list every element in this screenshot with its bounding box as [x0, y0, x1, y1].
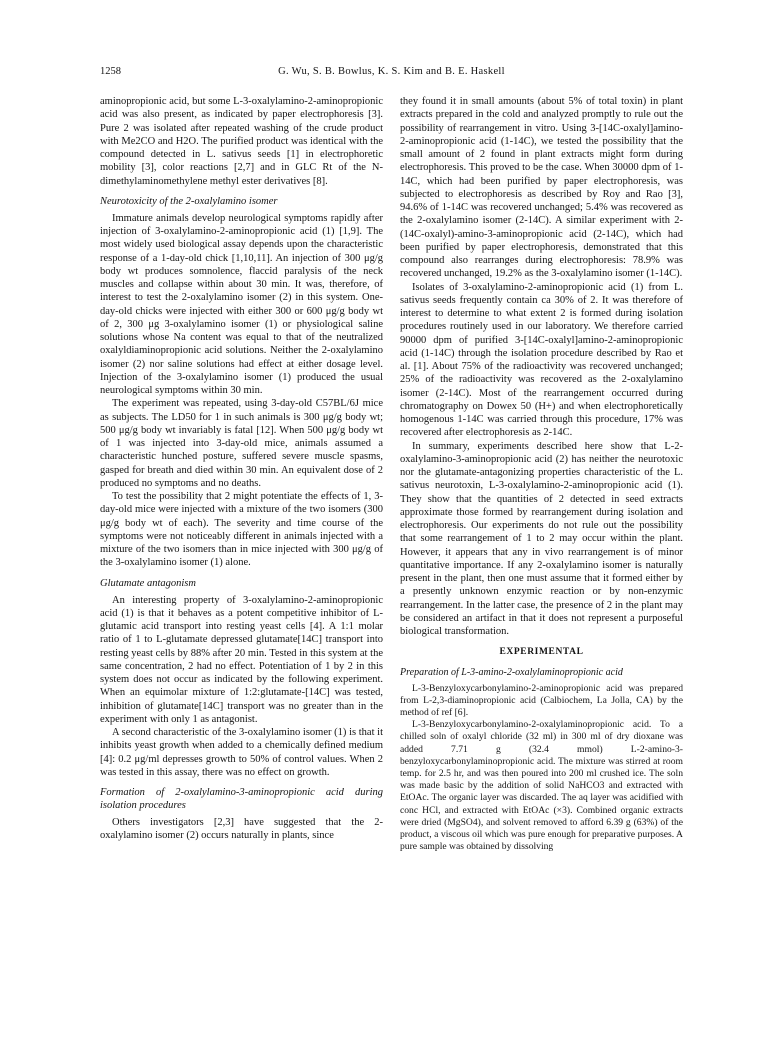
- page-number: 1258: [100, 66, 121, 77]
- paragraph: An interesting property of 3-oxalylamino-2-aminopropionic acid (1) is that it behaves as a potent competitive inhibitor of L-glutamic acid transport into resting yeast cells [4]. A 1:1 molar ratio of 1 to L-glutamate depressed glutamate[14C] transport into resting yeast cells by 88% after 20 min. Tested in this system at the same concentration, 2 had no effect. Potentiation of 1 by 2 in this system does not occur as indicated by the following experiment. When an equimolar mixture of 1:2:glutamate-[14C] was tested, inhibition of glutamate[14C] transport was no greater than in the experiment with only 1 as antagonist.: [100, 594, 383, 725]
- paragraph: In summary, experiments described here show that L-2-oxalylamino-3-aminopropionic acid (2) has neither the neurotoxic nor the glutamate-antagonizing properties characteristic of the L. sativus neurotoxin, L-3-oxalylamino-2-aminopropionic acid (1). They show that the quantities of 2 detected in seed extracts approximate those formed by rearrangement during isolation and electrophoresis. Our experiments do not rule out the possibility that some rearrangement of 1 to 2 may occur within the plant. However, it appears that any in vivo rearrangement is of minor quantitative importance. If any 2-oxalylamino isomer is naturally present in the plant, then one must assume that it formed either by a presently unknown enzymic reaction or by non-enzymic rearrangement. In the latter case, the presence of 2 in the plant may be considered an artifact in that it does not represent a purposeful biological transformation.: [400, 440, 683, 637]
- paragraph: A second characteristic of the 3-oxalylamino isomer (1) is that it inhibits yeast growth when added to a chemically defined medium [4]: 0.2 μg/ml depresses growth to 50% of control values. When 2 was tested in this assay, there was no effect on growth.: [100, 727, 383, 778]
- section-heading: Neurotoxicity of the 2-oxalylamino isomer: [100, 195, 278, 207]
- paragraph: The experiment was repeated, using 3-day-old C57BL/6J mice as subjects. The LD50 for 1 in such animals is 300 μg/g body wt; 500 μg/g body wt invariably is fatal [12]. When 500 μg/g body wt of 1 was injected into 3-day-old mice, animals assumed a characteristic hunched posture, suffered severe muscle spasms, gasped for breath and died within 30 min. An equivalent dose of 2 produced no symptoms and no deaths.: [100, 398, 383, 489]
- section-heading: Glutamate antagonism: [100, 577, 196, 589]
- left-column: [100, 95, 383, 843]
- paragraph: Others investigators [2,3] have suggested that the 2-oxalylamino isomer (2) occurs naturally in plants, since: [100, 817, 383, 842]
- paragraph: aminopropionic acid, but some L-3-oxalylamino-2-aminopropionic acid was also present, as indicated by paper electrophoresis [3]. Pure 2 was isolated after repeated washing of the crude product with Me2CO and H2O. The purified product was identical with the compound detected in L. sativus seeds [1] in electrophoretic mobility [3], color reactions [2,7] and in GLC Rt of the N-dimethylaminomethylene methyl ester derivatives [8].: [100, 96, 383, 187]
- experimental-text: [400, 683, 683, 854]
- paragraph: Immature animals develop neurological symptoms rapidly after injection of 3-oxalylamino-2-aminopropionic acid (1) [1,9]. The most widely used biological assay depends upon the characteristic response of a 1-day-old chick [1,10,11]. An injection of 300 μg/g body wt produces somnolence, flaccid paralysis of the neck muscles and collapse within about 30 min. It was, therefore, of interest to test the 2-oxalylamino isomer (2) in this system. One-day-old chicks were injected with either 300 or 600 μg/g body wt of 2, 300 μg 3-oxalylamino isomer (1) or physiological saline solutions whose Na content was equal to that of the neutralized oxalyldiaminopropionic acid solutions. Neither the 2-oxalylamino isomer (2) nor saline solutions had effect at either dosage level. Injection of the 3-oxalylamino isomer (1) produced the usual neurological symptoms within 30 min.: [100, 212, 383, 396]
- page-header: [100, 66, 683, 84]
- paragraph: Isolates of 3-oxalylamino-2-aminopropionic acid (1) from L. sativus seeds frequently contain ca 30% of 2. It was therefore of interest to determine to what extent 2 is formed during isolation procedures routinely used in our laboratory. We therefore carried 90000 dpm of purified 3-[14C-oxalyl]amino-2-aminopropionic acid (1-14C) through the isolation procedure described by Rao et al. [1]. About 75% of the radioactivity was recovered unchanged; 25% of the radioactivity was recovered as the 2-oxalylamino isomer (2-14C). Most of the rearrangement occurred during chromatography on Dowex 50 (H+) and when electrophoretically homogenous 1-14C was carried through this procedure, 17% was recovered after electrophoresis as 2-14C.: [400, 281, 683, 439]
- subsection-heading: Preparation of L-3-amino-2-oxalylaminopropionic acid: [400, 666, 623, 678]
- right-column: [400, 95, 683, 853]
- paragraph: To test the possibility that 2 might potentiate the effects of 1, 3-day-old mice were injected with a mixture of the two isomers (300 μg/g body wt of each). The severity and time course of the symptoms were not noticeably different in animals injected with a mixture of the two isomers than in mice injected with 300 μg/g of the 3-oxalylamino isomer (1) alone.: [100, 491, 383, 569]
- paragraph: L-3-Benzyloxycarbonylamino-2-oxalylaminopropionic acid. To a chilled soln of oxalyl chloride (32 ml) in 300 ml of dry dioxane was added 7.71 g (32.4 mmol) L-2-amino-3-benzyloxycarbonylaminopropionic acid. The mixture was stirred at room temp. for 2.5 hr, and was then poured into 200 ml crushed ice. The soln was made basic by the addition of solid NaHCO3 and extracted with EtOAc. The organic layer was discarded. The aq layer was acidified with conc HCl, and extracted with EtOAc (×3). Combined organic extracts were dried (MgSO4), and solvent removed to afford 6.39 g (63%) of the product, a viscous oil which was pure enough for preparative purposes. A pure sample was obtained by dissolving: [400, 719, 683, 853]
- paragraph: they found it in small amounts (about 5% of total toxin) in plant extracts prepared in the cold and analyzed promptly to rule out the possibility of rearrangement in vitro. Using 3-[14C-oxalyl]amino-2-aminopropionic acid (1-14C), we tested the possibility that the small amount of 2 found in plant extracts might form during electrophoresis. This proved to be the case. When 30000 dpm of 1-14C, which had been purified by paper electrophoresis, was subjected to electrophoresis as described by Roy and Rao [3], 94.6% of 1-14C was recovered unchanged; 5.4% was recovered as the 2-oxalylamino isomer (2-14C). A similar experiment with 2-(14C-oxalyl)-amino-3-aminopropionic acid (2-14C), which had been purified by paper electrophoresis, demonstrated that this compound also rearranges during electrophoresis: 78.9% was recovered unchanged, 19.2% as the 3-oxalylamino isomer (1-14C).: [400, 96, 683, 280]
- paragraph: L-3-Benzyloxycarbonylamino-2-aminopropionic acid was prepared from L-2,3-diaminopropionic acid (Calbiochem, La Jolla, CA) by the method of ref [6].: [400, 682, 683, 718]
- section-heading: Formation of 2-oxalylamino-3-aminopropionic acid during isolation procedures: [100, 787, 383, 811]
- section-heading-experimental: EXPERIMENTAL: [499, 647, 584, 658]
- running-head: G. Wu, S. B. Bowlus, K. S. Kim and B. E. Haskell: [278, 66, 505, 77]
